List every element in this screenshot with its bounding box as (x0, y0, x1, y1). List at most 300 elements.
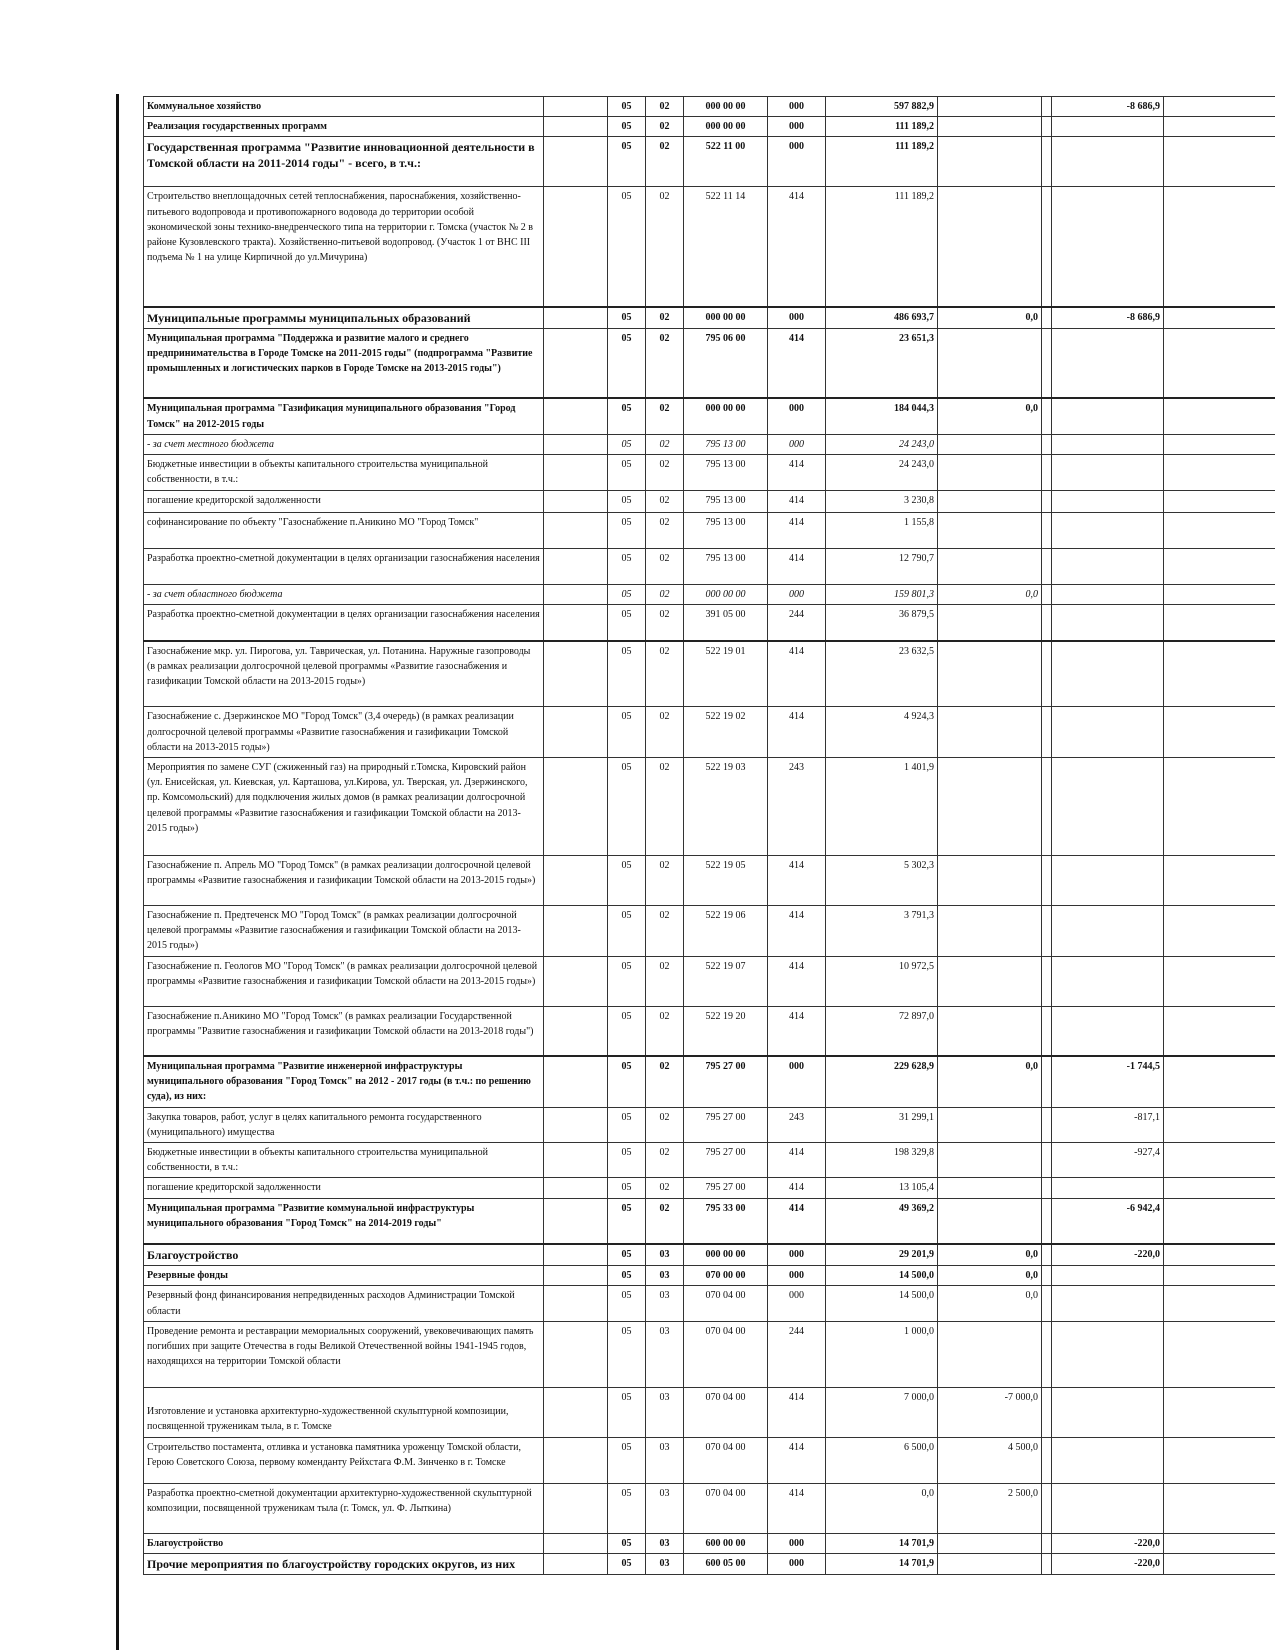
cell-name: Закупка товаров, работ, услуг в целях капитального ремонта государственного (муниципального) имущества (144, 1107, 544, 1142)
cell-csr: 522 19 03 (684, 757, 768, 855)
cell-empty (1042, 1178, 1052, 1198)
cell-pr: 03 (646, 1321, 684, 1387)
cell-pr: 03 (646, 1483, 684, 1533)
cell-pr: 02 (646, 1178, 684, 1198)
cell-pr: 02 (646, 455, 684, 491)
cell-empty (1042, 585, 1052, 605)
cell-rz: 05 (608, 1533, 646, 1553)
cell-sum: 1 155,8 (826, 513, 938, 549)
cell-sum: 1 401,9 (826, 757, 938, 855)
cell-name: Мероприятия по замене СУГ (сжиженный газ) на природный г.Томска, Кировский район (ул. Енисейская, ул. Киевская, ул. Карташова, ул.Кирова, ул. Тверская, ул. Дзержинского, пр. Комсомольский) для подключения жилых домов (в рамках реализации долгосрочной целевой программы «Развитие газоснабжения и газификации Томской области на 2013-2015 годы») (144, 757, 544, 855)
cell-vr: 000 (768, 137, 826, 187)
cell-empty (544, 1533, 608, 1553)
cell-sum: 36 879,5 (826, 605, 938, 641)
cell-empty (1042, 307, 1052, 329)
cell-empty (1164, 905, 1275, 956)
table-row (144, 585, 1275, 605)
cell-empty (1042, 757, 1052, 855)
cell-ch2: -817,1 (1052, 1107, 1164, 1142)
cell-name: погашение кредиторской задолженности (144, 1178, 544, 1198)
cell-empty (1164, 455, 1275, 491)
table-row (144, 1286, 1275, 1321)
cell-empty (544, 307, 608, 329)
cell-empty (1042, 328, 1052, 398)
cell-rz: 05 (608, 1244, 646, 1266)
cell-sum: 159 801,3 (826, 585, 938, 605)
cell-rz: 05 (608, 1056, 646, 1107)
cell-pr: 02 (646, 1056, 684, 1107)
cell-vr: 414 (768, 549, 826, 585)
cell-name: Благоустройство (144, 1533, 544, 1553)
cell-csr: 070 04 00 (684, 1387, 768, 1437)
cell-name: Муниципальная программа "Развитие инженерной инфраструктуры муниципального образования "Город Томск" на 2012 - 2017 годы (в т.ч.: по решению суда), из них: (144, 1056, 544, 1107)
cell-csr: 070 04 00 (684, 1437, 768, 1483)
cell-pr: 03 (646, 1244, 684, 1266)
cell-rz: 05 (608, 1266, 646, 1286)
cell-empty (1164, 707, 1275, 758)
cell-empty (1164, 1321, 1275, 1387)
table-row (144, 398, 1275, 434)
cell-vr: 000 (768, 1533, 826, 1553)
cell-ch2 (1052, 956, 1164, 1006)
cell-csr: 795 33 00 (684, 1198, 768, 1244)
cell-vr: 243 (768, 1107, 826, 1142)
cell-rz: 05 (608, 117, 646, 137)
cell-empty (1042, 905, 1052, 956)
cell-sum: 111 189,2 (826, 137, 938, 187)
cell-rz: 05 (608, 398, 646, 434)
cell-csr: 795 27 00 (684, 1107, 768, 1142)
cell-empty (544, 1143, 608, 1178)
cell-ch2 (1052, 1178, 1164, 1198)
cell-ch2 (1052, 1437, 1164, 1483)
cell-pr: 02 (646, 1006, 684, 1056)
cell-name: Муниципальная программа "Поддержка и развитие малого и среднего предпринимательства в Городе Томске на 2011-2015 годы" (подпрограмма "Развитие промышленных и логистических парков в Городе Томске на 2013-2015 годы") (144, 328, 544, 398)
cell-csr: 600 05 00 (684, 1553, 768, 1574)
cell-empty (544, 757, 608, 855)
cell-pr: 03 (646, 1553, 684, 1574)
cell-vr: 414 (768, 328, 826, 398)
cell-ch2 (1052, 513, 1164, 549)
cell-empty (1164, 1178, 1275, 1198)
cell-sum: 14 500,0 (826, 1266, 938, 1286)
cell-rz: 05 (608, 1437, 646, 1483)
cell-empty (1042, 605, 1052, 641)
cell-csr: 600 00 00 (684, 1533, 768, 1553)
cell-csr: 522 19 01 (684, 641, 768, 707)
cell-empty (544, 328, 608, 398)
cell-vr: 414 (768, 707, 826, 758)
cell-empty (1164, 187, 1275, 307)
cell-name: Бюджетные инвестиции в объекты капитального строительства муниципальной собственности, в т.ч.: (144, 1143, 544, 1178)
table-row (144, 1143, 1275, 1178)
cell-ch1 (938, 1143, 1042, 1178)
cell-empty (1164, 491, 1275, 513)
cell-sum: 24 243,0 (826, 434, 938, 454)
cell-empty (1042, 491, 1052, 513)
cell-name: Газоснабжение п. Предтеченск МО "Город Томск" (в рамках реализации долгосрочной целевой программы «Развитие газоснабжения и газификации Томской области на 2013-2015 годы») (144, 905, 544, 956)
cell-ch2 (1052, 641, 1164, 707)
cell-ch1 (938, 455, 1042, 491)
cell-ch1 (938, 1107, 1042, 1142)
cell-name: Разработка проектно-сметной документации в целях организации газоснабжения населения (144, 605, 544, 641)
cell-ch2 (1052, 434, 1164, 454)
cell-ch2 (1052, 585, 1164, 605)
table-row (144, 1198, 1275, 1244)
cell-empty (544, 585, 608, 605)
cell-empty (1042, 1533, 1052, 1553)
cell-empty (1042, 398, 1052, 434)
cell-sum: 31 299,1 (826, 1107, 938, 1142)
cell-sum: 184 044,3 (826, 398, 938, 434)
cell-vr: 000 (768, 97, 826, 117)
table-row (144, 605, 1275, 641)
cell-empty (544, 137, 608, 187)
cell-name: Бюджетные инвестиции в объекты капитального строительства муниципальной собственности, в т.ч.: (144, 455, 544, 491)
cell-sum: 24 243,0 (826, 455, 938, 491)
cell-rz: 05 (608, 641, 646, 707)
cell-empty (1164, 585, 1275, 605)
cell-csr: 000 00 00 (684, 585, 768, 605)
cell-ch1 (938, 707, 1042, 758)
cell-ch2 (1052, 1006, 1164, 1056)
cell-ch2: -220,0 (1052, 1533, 1164, 1553)
cell-empty (1164, 1143, 1275, 1178)
cell-name: Газоснабжение п.Аникино МО "Город Томск" (в рамках реализации Государственной программы "Развитие газоснабжения и газификации Томской области на 2013-2018 годы") (144, 1006, 544, 1056)
cell-rz: 05 (608, 549, 646, 585)
cell-csr: 070 04 00 (684, 1286, 768, 1321)
cell-ch2 (1052, 117, 1164, 137)
cell-rz: 05 (608, 1321, 646, 1387)
cell-empty (1164, 1387, 1275, 1437)
cell-csr: 795 13 00 (684, 491, 768, 513)
cell-rz: 05 (608, 1198, 646, 1244)
cell-rz: 05 (608, 956, 646, 1006)
cell-empty (544, 97, 608, 117)
cell-vr: 414 (768, 1437, 826, 1483)
cell-empty (1164, 434, 1275, 454)
cell-pr: 02 (646, 956, 684, 1006)
cell-pr: 03 (646, 1387, 684, 1437)
table-row (144, 1107, 1275, 1142)
cell-csr: 000 00 00 (684, 307, 768, 329)
cell-pr: 02 (646, 605, 684, 641)
cell-name: Муниципальные программы муниципальных образований (144, 307, 544, 329)
cell-rz: 05 (608, 905, 646, 956)
cell-empty (544, 1483, 608, 1533)
cell-ch1 (938, 1321, 1042, 1387)
cell-rz: 05 (608, 307, 646, 329)
cell-ch2 (1052, 905, 1164, 956)
cell-csr: 391 05 00 (684, 605, 768, 641)
cell-ch1 (938, 97, 1042, 117)
cell-name: Прочие мероприятия по благоустройству городских округов, из них (144, 1553, 544, 1574)
cell-vr: 414 (768, 641, 826, 707)
cell-csr: 795 13 00 (684, 549, 768, 585)
cell-empty (1164, 1056, 1275, 1107)
cell-empty (1164, 1437, 1275, 1483)
cell-empty (1164, 605, 1275, 641)
cell-name: - за счет областного бюджета (144, 585, 544, 605)
cell-empty (544, 1244, 608, 1266)
cell-vr: 414 (768, 491, 826, 513)
cell-ch1: 0,0 (938, 1244, 1042, 1266)
cell-empty (1042, 1143, 1052, 1178)
cell-vr: 414 (768, 1178, 826, 1198)
cell-empty (544, 1266, 608, 1286)
cell-pr: 03 (646, 1266, 684, 1286)
cell-ch1: 0,0 (938, 585, 1042, 605)
cell-ch1 (938, 491, 1042, 513)
cell-rz: 05 (608, 757, 646, 855)
cell-empty (1042, 1107, 1052, 1142)
cell-sum: 29 201,9 (826, 1244, 938, 1266)
cell-ch1 (938, 137, 1042, 187)
cell-ch1: -7 000,0 (938, 1387, 1042, 1437)
cell-name: Коммунальное хозяйство (144, 97, 544, 117)
cell-name: Проведение ремонта и реставрации мемориальных сооружений, увековечивающих память погибших при защите Отечества в годы Великой Отечественной войны 1941-1945 годов, находящихся на территории Томской области (144, 1321, 544, 1387)
cell-name: софинансирование по объекту "Газоснабжение п.Аникино МО "Город Томск" (144, 513, 544, 549)
cell-csr: 070 04 00 (684, 1321, 768, 1387)
cell-ch2 (1052, 707, 1164, 758)
cell-csr: 070 04 00 (684, 1483, 768, 1533)
cell-pr: 02 (646, 491, 684, 513)
cell-ch2: -220,0 (1052, 1244, 1164, 1266)
table-row (144, 434, 1275, 454)
cell-vr: 244 (768, 605, 826, 641)
table-row (144, 117, 1275, 137)
cell-empty (1164, 1006, 1275, 1056)
cell-empty (1164, 1198, 1275, 1244)
cell-empty (544, 1006, 608, 1056)
cell-sum: 13 105,4 (826, 1178, 938, 1198)
cell-ch1 (938, 1553, 1042, 1574)
cell-name: Изготовление и установка архитектурно-художественной скульптурной композиции, посвященной труженикам тыла, в г. Томске (144, 1387, 544, 1437)
cell-sum: 3 791,3 (826, 905, 938, 956)
cell-sum: 0,0 (826, 1483, 938, 1533)
cell-vr: 414 (768, 1387, 826, 1437)
table-row (144, 757, 1275, 855)
cell-csr: 522 19 07 (684, 956, 768, 1006)
table-row (144, 187, 1275, 307)
cell-empty (1164, 1266, 1275, 1286)
cell-csr: 000 00 00 (684, 398, 768, 434)
cell-name: Газоснабжение п. Геологов МО "Город Томск" (в рамках реализации долгосрочной целевой программы «Развитие газоснабжения и газификации Томской области на 2013-2015 годы») (144, 956, 544, 1006)
cell-sum: 7 000,0 (826, 1387, 938, 1437)
cell-vr: 000 (768, 117, 826, 137)
cell-pr: 02 (646, 137, 684, 187)
cell-pr: 02 (646, 513, 684, 549)
cell-vr: 414 (768, 1198, 826, 1244)
cell-empty (544, 434, 608, 454)
cell-empty (1042, 956, 1052, 1006)
cell-pr: 02 (646, 855, 684, 905)
cell-pr: 02 (646, 97, 684, 117)
cell-csr: 522 11 14 (684, 187, 768, 307)
cell-empty (544, 956, 608, 1006)
cell-pr: 03 (646, 1437, 684, 1483)
table-row (144, 549, 1275, 585)
cell-ch2 (1052, 455, 1164, 491)
cell-csr: 795 27 00 (684, 1056, 768, 1107)
cell-empty (1042, 1483, 1052, 1533)
table-row (144, 97, 1275, 117)
cell-empty (544, 1321, 608, 1387)
cell-ch2 (1052, 757, 1164, 855)
cell-rz: 05 (608, 434, 646, 454)
cell-pr: 02 (646, 641, 684, 707)
cell-ch1 (938, 757, 1042, 855)
table-row (144, 455, 1275, 491)
cell-csr: 522 19 06 (684, 905, 768, 956)
cell-name: погашение кредиторской задолженности (144, 491, 544, 513)
cell-ch2 (1052, 855, 1164, 905)
table-row (144, 1321, 1275, 1387)
cell-ch2 (1052, 1483, 1164, 1533)
cell-vr: 000 (768, 1244, 826, 1266)
cell-empty (544, 1198, 608, 1244)
cell-rz: 05 (608, 1387, 646, 1437)
cell-ch1: 0,0 (938, 1286, 1042, 1321)
cell-ch2 (1052, 605, 1164, 641)
cell-name: Реализация государственных программ (144, 117, 544, 137)
table-row (144, 307, 1275, 329)
cell-ch1: 2 500,0 (938, 1483, 1042, 1533)
cell-ch2 (1052, 398, 1164, 434)
cell-vr: 000 (768, 1056, 826, 1107)
cell-csr: 522 19 02 (684, 707, 768, 758)
cell-ch1 (938, 1533, 1042, 1553)
table-row (144, 1244, 1275, 1266)
cell-empty (1164, 1107, 1275, 1142)
cell-csr: 795 13 00 (684, 434, 768, 454)
cell-empty (1164, 1483, 1275, 1533)
cell-name: Газоснабжение с. Дзержинское МО "Город Томск" (3,4 очередь) (в рамках реализации долгосрочной целевой программы «Развитие газоснабжения и газификации Томской области на 2013-2015 годы») (144, 707, 544, 758)
cell-sum: 12 790,7 (826, 549, 938, 585)
cell-ch2: -220,0 (1052, 1553, 1164, 1574)
cell-csr: 795 27 00 (684, 1143, 768, 1178)
cell-csr: 000 00 00 (684, 1244, 768, 1266)
cell-vr: 000 (768, 585, 826, 605)
cell-sum: 3 230,8 (826, 491, 938, 513)
cell-pr: 02 (646, 117, 684, 137)
cell-vr: 243 (768, 757, 826, 855)
table-row (144, 707, 1275, 758)
cell-empty (544, 398, 608, 434)
cell-empty (1042, 97, 1052, 117)
cell-rz: 05 (608, 491, 646, 513)
table-row (144, 1056, 1275, 1107)
cell-vr: 414 (768, 956, 826, 1006)
cell-empty (1042, 1056, 1052, 1107)
cell-empty (1164, 307, 1275, 329)
cell-rz: 05 (608, 97, 646, 117)
cell-sum: 14 701,9 (826, 1533, 938, 1553)
cell-ch1 (938, 855, 1042, 905)
cell-rz: 05 (608, 1178, 646, 1198)
cell-vr: 414 (768, 1006, 826, 1056)
table-row (144, 1006, 1275, 1056)
cell-sum: 23 651,3 (826, 328, 938, 398)
cell-empty (1042, 137, 1052, 187)
left-margin-rule (116, 94, 119, 1650)
cell-empty (1164, 1244, 1275, 1266)
table-row (144, 137, 1275, 187)
cell-name: Муниципальная программа "Развитие коммунальной инфраструктуры муниципального образования "Город Томск" на 2014-2019 годы" (144, 1198, 544, 1244)
cell-empty (544, 1387, 608, 1437)
cell-rz: 05 (608, 1006, 646, 1056)
cell-csr: 795 13 00 (684, 455, 768, 491)
cell-vr: 414 (768, 187, 826, 307)
cell-pr: 02 (646, 1143, 684, 1178)
cell-sum: 5 302,3 (826, 855, 938, 905)
cell-empty (1042, 187, 1052, 307)
cell-empty (1164, 855, 1275, 905)
cell-ch1 (938, 1006, 1042, 1056)
cell-empty (544, 641, 608, 707)
cell-pr: 02 (646, 398, 684, 434)
cell-name: Благоустройство (144, 1244, 544, 1266)
cell-ch1 (938, 956, 1042, 1006)
cell-pr: 02 (646, 549, 684, 585)
cell-sum: 486 693,7 (826, 307, 938, 329)
cell-ch2: -927,4 (1052, 1143, 1164, 1178)
cell-csr: 522 19 05 (684, 855, 768, 905)
cell-ch1: 0,0 (938, 1056, 1042, 1107)
cell-empty (1042, 455, 1052, 491)
cell-ch2 (1052, 328, 1164, 398)
table-row (144, 491, 1275, 513)
cell-rz: 05 (608, 455, 646, 491)
cell-vr: 244 (768, 1321, 826, 1387)
cell-empty (1164, 1553, 1275, 1574)
cell-ch2 (1052, 491, 1164, 513)
cell-ch2: -6 942,4 (1052, 1198, 1164, 1244)
cell-ch1: 0,0 (938, 1266, 1042, 1286)
cell-name: Строительство постамента, отливка и установка памятника уроженцу Томской области, Герою Советского Союза, первому коменданту Рейхстага Ф.М. Зинченко в г. Томске (144, 1437, 544, 1483)
cell-ch1: 0,0 (938, 307, 1042, 329)
cell-ch2: -8 686,9 (1052, 307, 1164, 329)
cell-name: Газоснабжение п. Апрель МО "Город Томск" (в рамках реализации долгосрочной целевой программы «Развитие газоснабжения и газификации Томской области на 2013-2015 годы») (144, 855, 544, 905)
cell-ch2: -1 744,5 (1052, 1056, 1164, 1107)
cell-rz: 05 (608, 605, 646, 641)
cell-csr: 795 13 00 (684, 513, 768, 549)
cell-sum: 198 329,8 (826, 1143, 938, 1178)
cell-csr: 522 19 20 (684, 1006, 768, 1056)
cell-ch2 (1052, 187, 1164, 307)
cell-name: Разработка проектно-сметной документации в целях организации газоснабжения населения (144, 549, 544, 585)
cell-empty (544, 1056, 608, 1107)
cell-empty (544, 117, 608, 137)
cell-empty (1164, 757, 1275, 855)
cell-ch2 (1052, 1266, 1164, 1286)
cell-empty (544, 1107, 608, 1142)
cell-pr: 02 (646, 1107, 684, 1142)
cell-pr: 02 (646, 328, 684, 398)
cell-empty (1164, 549, 1275, 585)
table-row (144, 1387, 1275, 1437)
cell-empty (1164, 97, 1275, 117)
cell-ch1 (938, 187, 1042, 307)
cell-vr: 414 (768, 513, 826, 549)
cell-sum: 6 500,0 (826, 1437, 938, 1483)
cell-pr: 03 (646, 1286, 684, 1321)
cell-empty (544, 1178, 608, 1198)
cell-pr: 02 (646, 187, 684, 307)
cell-ch1 (938, 328, 1042, 398)
cell-ch1 (938, 117, 1042, 137)
cell-name: Газоснабжение мкр. ул. Пирогова, ул. Таврическая, ул. Потанина. Наружные газопроводы (в рамках реализации долгосрочной целевой программы «Развитие газоснабжения и газификации Томской области на 2013-2015 годы») (144, 641, 544, 707)
